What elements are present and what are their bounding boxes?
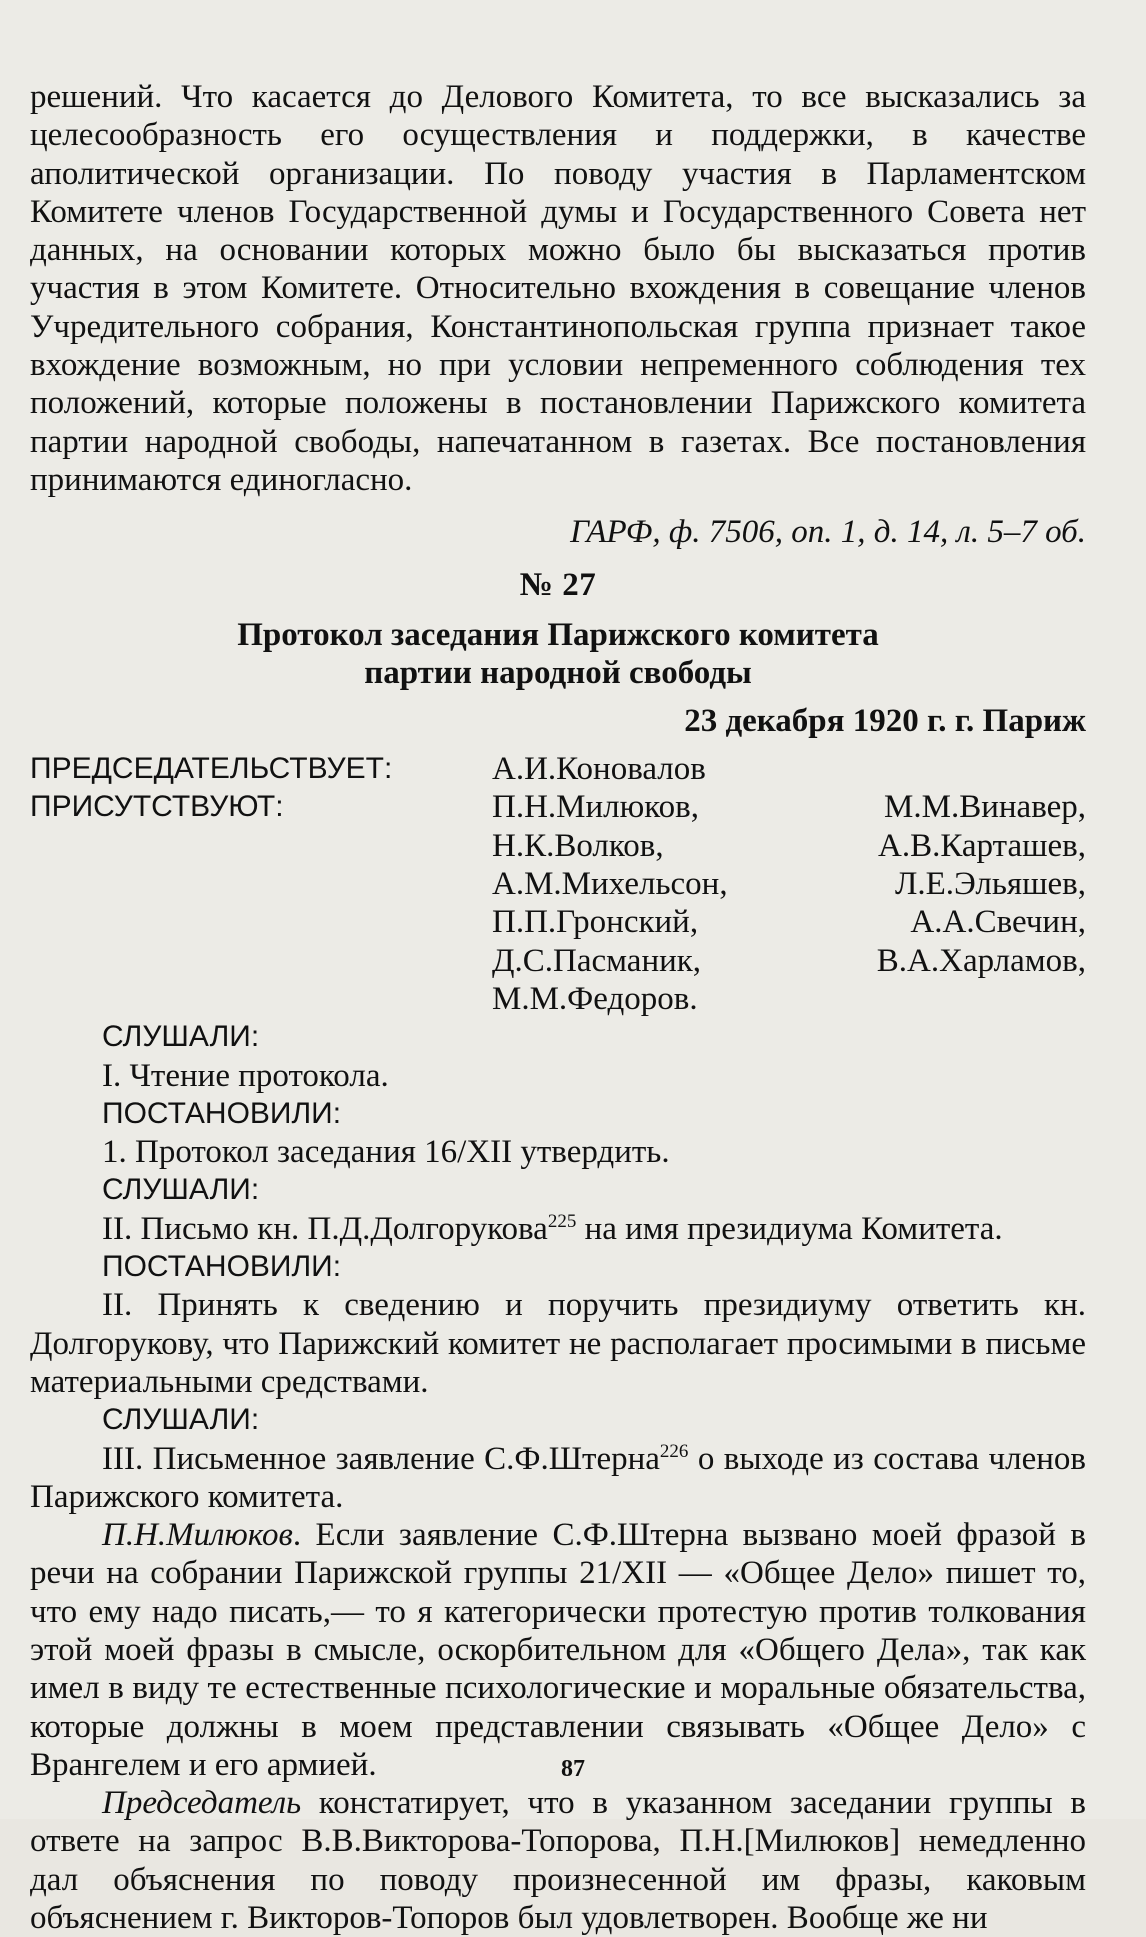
document-title-line-2: партии народной свободы <box>364 654 752 691</box>
resolved-item-1: 1. Протокол заседания 16/XII утвердить. <box>102 1134 670 1171</box>
heard-item-2-tail: на имя президиума Комитета. <box>576 1210 1003 1247</box>
chair-value: А.И.Коновалов <box>492 751 706 788</box>
resolved-label-2: ПОСТАНОВИЛИ: <box>102 1250 342 1284</box>
page-text <box>30 78 1086 1937</box>
present-row <box>30 788 1086 1018</box>
present-label: ПРИСУТСТВУЮТ: <box>30 790 284 824</box>
footnote-ref-225: 225 <box>547 1210 577 1232</box>
heard-item-3-text: III. Письменное заявление С.Ф.Штерна <box>102 1440 660 1477</box>
speaker-name: П.Н.Милюков <box>102 1517 293 1554</box>
document-date-place: 23 декабря 1920 г. г. Париж <box>684 702 1086 739</box>
document-title <box>30 616 1086 692</box>
heard-item-3-tail: о выходе из состава членов Парижского комитета. <box>30 1440 1086 1515</box>
intro-paragraph: решений. Что касается до Делового Комитета, то все высказались за целесообразность его осуществления и поддержки, в качестве аполитической организации. По поводу участия в Парламентском Комитете членов Государственной думы и Государственного Совета нет данных, на основании которых можно было бы высказаться против участия в этом Комитете. Относительно вхождения в совещание членов Учредительного собрания, Константинопольская группа признает такое вхождение возможным, но при условии непременного соблюдения тех положений, которые положены в постановлении Парижского комитета партии народной свободы, напечатанном в газетах. Все постановления принимаются единогласно. <box>30 79 1086 498</box>
chair-row <box>30 750 1086 788</box>
speech-text: констатирует, что в указанном заседании группы в ответе на запрос В.В.Викторова-Топорова, П.Н.[Милюков] немедленно дал объяснения по поводу произнесенной им фразы, каковым объяснением г. Викторов-Топоров был удовлетворен. Вообще же ни <box>30 1785 1086 1937</box>
speaker-name: Председатель <box>102 1785 302 1822</box>
document-title-line-1: Протокол заседания Парижского комитета <box>237 616 879 653</box>
heard-label-2: СЛУШАЛИ: <box>102 1173 260 1207</box>
attendance-roster <box>30 750 1086 1018</box>
heard-label-3: СЛУШАЛИ: <box>102 1403 260 1437</box>
resolved-item-2: II. Принять к сведению и поручить президиуму ответить кн. Долгорукову, что Парижский комитет не располагает просимыми в письме материальными средствами. <box>30 1287 1086 1400</box>
heard-item-1: I. Чтение протокола. <box>102 1057 389 1094</box>
archive-source-reference: ГАРФ, ф. 7506, оп. 1, д. 14, л. 5–7 об. <box>570 514 1086 551</box>
speech-chairman <box>30 1784 1086 1937</box>
resolved-label-1: ПОСТАНОВИЛИ: <box>102 1096 342 1130</box>
footnote-ref-226: 226 <box>659 1440 689 1462</box>
heard-label-1: СЛУШАЛИ: <box>102 1020 260 1054</box>
heard-item-3 <box>30 1440 1086 1517</box>
speech-milyukov <box>30 1516 1086 1784</box>
present-value: П.Н.Милюков, М.М.Винавер, Н.К.Волков, А.В.Карташев, А.М.Михельсон, Л.Е.Эльяшев, П.П.Гронский, А.А.Свечин, Д.С.Пасманик, В.А.Харламов, М.М.Федоров. <box>492 789 1086 1017</box>
heard-item-2 <box>30 1210 1086 1248</box>
speech-text: . Если заявление С.Ф.Штерна вызвано моей фразой в речи на собрании Парижской группы 21/XII — «Общее Дело» пишет то, что ему надо писать,— то я категорически протестую против толкования этой моей фразы в смысле, оскорбительном для «Общего Дела», так как имел в виду те естественные психологические и моральные обязательства, которые должны в моем представлении связывать «Общее Дело» с Врангелем и его армией. <box>30 1517 1086 1783</box>
document-number: № 27 <box>519 566 597 603</box>
chair-label: ПРЕДСЕДАТЕЛЬСТВУЕТ: <box>30 752 393 786</box>
heard-item-2-text: II. Письмо кн. П.Д.Долгорукова <box>102 1210 548 1247</box>
page-number: 87 <box>561 1756 585 1782</box>
